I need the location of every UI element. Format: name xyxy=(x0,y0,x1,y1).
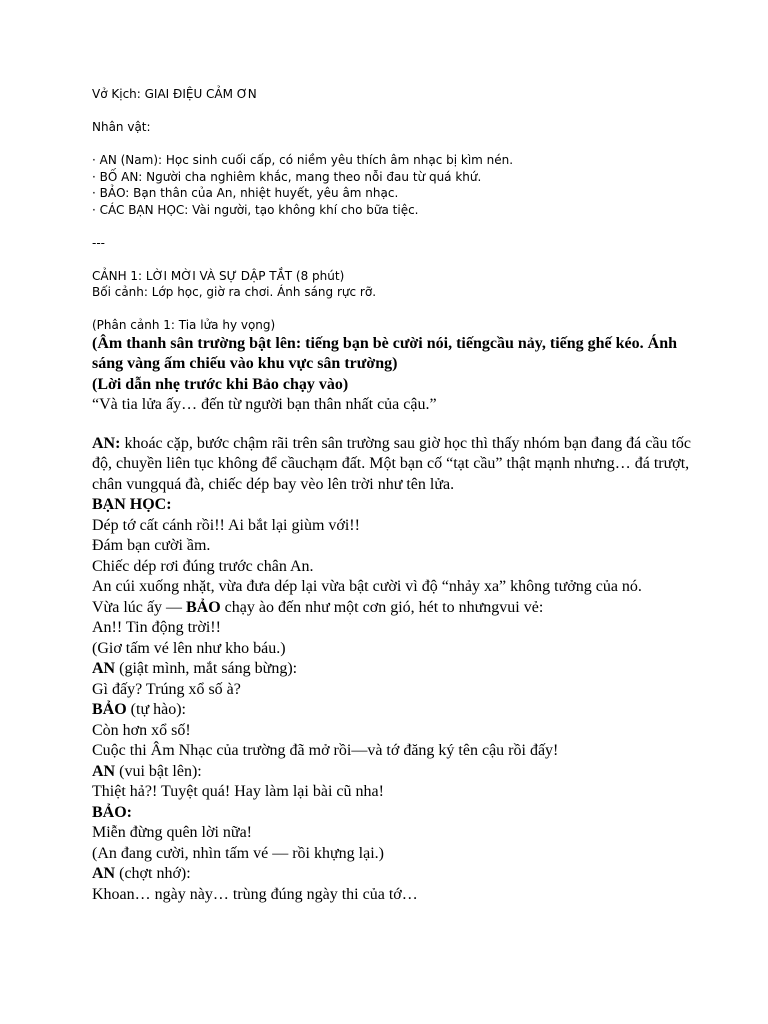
speaker-line xyxy=(92,700,692,721)
stage-direction: (Âm thanh sân trường bật lên: tiếng bạn bè cười nói, tiếngcầu nảy, tiếng ghế kéo. Ánh sáng vàng ấm chiếu vào khu vực sân trường) xyxy=(92,334,677,372)
parenthetical: (chợt nhớ): xyxy=(115,865,191,882)
narration-line: “Và tia lửa ấy… đến từ người bạn thân nhất của cậu.” xyxy=(92,396,437,413)
speaker-line xyxy=(92,762,692,783)
an-action-paragraph xyxy=(92,434,692,496)
speaker-an: AN xyxy=(92,762,116,780)
speaker-bao: BẢO: xyxy=(92,803,132,821)
speaker-line xyxy=(92,864,692,885)
action-line: Đám bạn cười ầm. xyxy=(92,537,211,554)
parenthetical: (tự hào): xyxy=(126,701,186,718)
subscene-heading: (Phân cảnh 1: Tia lửa hy vọng) xyxy=(92,318,276,332)
action-line: Chiếc dép rơi đúng trước chân An. xyxy=(92,557,314,575)
speaker-bao: BẢO xyxy=(185,598,221,616)
action-line: An cúi xuống nhặt, vừa đưa dép lại vừa bật cười vì độ “nhảy xa” không tưởng của nó. xyxy=(92,578,642,595)
dialogue-line: Thiệt hả?! Tuyệt quá! Hay làm lại bài cũ nha! xyxy=(92,783,384,800)
scene-title: CẢNH 1: LỜI MỜI VÀ SỰ DẬP TẮT (8 phút) xyxy=(92,268,345,283)
speaker-line xyxy=(92,659,692,680)
characters-heading: Nhân vật: xyxy=(92,120,151,134)
parenthetical: (giật mình, mắt sáng bừng): xyxy=(115,660,298,677)
header-block xyxy=(92,86,692,334)
dialogue-line: Khoan… ngày này… trùng đúng ngày thi của tớ… xyxy=(92,885,418,903)
scene-setting: Bối cảnh: Lớp học, giờ ra chơi. Ánh sáng rực rỡ. xyxy=(92,285,377,299)
script-body xyxy=(92,334,692,906)
dialogue-line: Dép tớ cất cánh rồi!! Ai bắt lại giùm với!! xyxy=(92,516,360,534)
play-title: Vở Kịch: GIAI ĐIỆU CẢM ƠN xyxy=(92,87,257,101)
stage-direction: (Lời dẫn nhẹ trước khi Bảo chạy vào) xyxy=(92,375,349,393)
dialogue-line: Gì đấy? Trúng xổ số à? xyxy=(92,680,241,698)
document-page xyxy=(92,86,692,905)
speaker-an: AN xyxy=(92,865,116,882)
parenthetical: (vui bật lên): xyxy=(115,762,202,780)
character-item: · CÁC BẠN HỌC: Vài người, tạo không khí cho bữa tiệc. xyxy=(92,202,419,217)
action-line: (An đang cười, nhìn tấm vé — rồi khựng lại.) xyxy=(92,844,384,862)
speaker-bao: BẢO xyxy=(92,701,127,718)
bao-enters-line xyxy=(92,598,692,619)
dialogue-line: Miễn đừng quên lời nữa! xyxy=(92,824,252,841)
dialogue-line: Cuộc thi Âm Nhạc của trường đã mở rồi—và tớ đăng ký tên cậu rồi đấy! xyxy=(92,742,559,759)
separator: --- xyxy=(92,235,105,250)
dialogue-line: Còn hơn xổ số! xyxy=(92,721,191,739)
action-line: (Giơ tấm vé lên như kho báu.) xyxy=(92,639,286,657)
dialogue-line: An!! Tin động trời!! xyxy=(92,619,221,636)
action-text: Vừa lúc ấy — xyxy=(92,598,186,616)
speaker-an: AN: xyxy=(92,434,121,452)
character-item: · AN (Nam): Học sinh cuối cấp, có niềm yêu thích âm nhạc bị kìm nén. xyxy=(92,153,514,167)
speaker-an: AN xyxy=(92,660,116,677)
action-text: khoác cặp, bước chậm rãi trên sân trường sau giờ học thì thấy nhóm bạn đang đá cầu tốc độ, chuyền liên tục không để cầuchạm đất. Một bạn cố “tạt cầu” thật mạnh nhưng… đá trượt, chân vungquá đà, chiếc dép bay vèo lên trời như tên lửa. xyxy=(92,434,691,493)
action-text: chạy ào đến như một cơn gió, hét to nhưngvui vẻ: xyxy=(220,598,544,616)
character-item: · BẢO: Bạn thân của An, nhiệt huyết, yêu âm nhạc. xyxy=(92,186,399,200)
character-item: · BỐ AN: Người cha nghiêm khắc, mang theo nỗi đau từ quá khứ. xyxy=(92,169,482,184)
speaker-ban-hoc: BẠN HỌC: xyxy=(92,496,172,513)
